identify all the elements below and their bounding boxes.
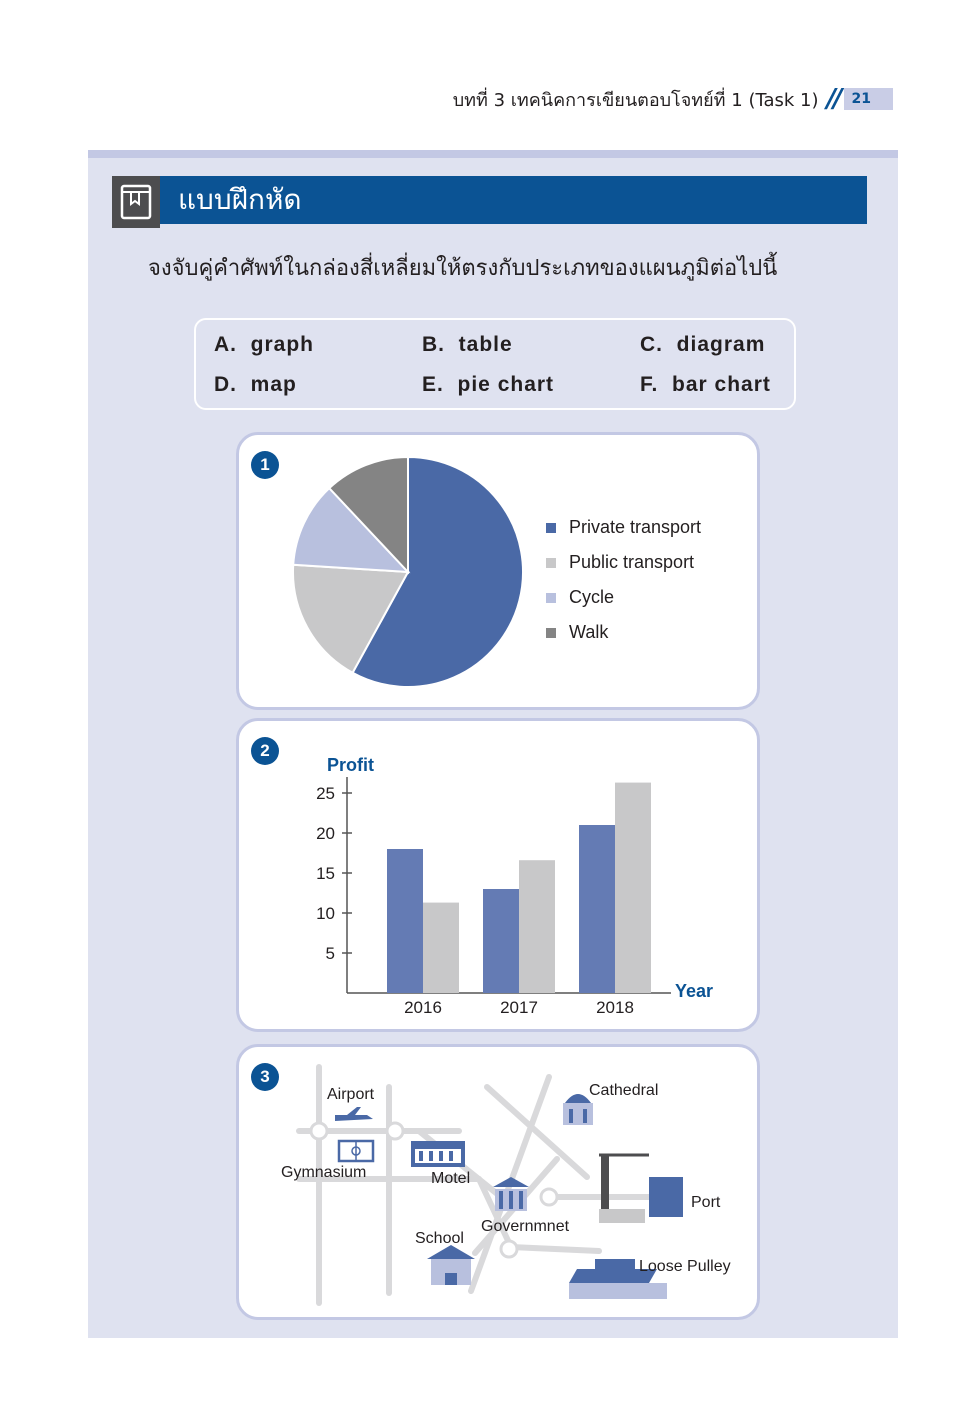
y-tick-label: 15 (316, 864, 335, 883)
choice-a: A. graph (214, 333, 315, 356)
x-tick-label: 2018 (596, 998, 634, 1017)
pie-chart-card (236, 432, 760, 710)
y-tick-label: 5 (325, 944, 335, 963)
chapter-title: บทที่ 3 เทคนิคการเขียนตอบโจทย์ที่ 1 (Task 1) (452, 89, 819, 111)
choice-d: D. map (214, 373, 297, 396)
legend-swatch (546, 593, 556, 603)
y-tick-label: 10 (316, 904, 335, 923)
legend-label: Private transport (569, 517, 702, 537)
choice-c: C. diagram (640, 333, 766, 356)
choice-b: B. table (422, 333, 513, 356)
government-building-icon (493, 1177, 529, 1211)
y-axis-label: Profit (327, 755, 374, 775)
bar-2018-series-1 (579, 825, 615, 993)
airplane-icon (335, 1107, 373, 1121)
map-label-gymnasium: Gymnasium (281, 1164, 367, 1181)
running-header (453, 84, 893, 114)
map-label-port: Port (691, 1194, 721, 1211)
legend-swatch (546, 523, 556, 533)
pie-chart (239, 435, 757, 707)
y-tick-label: 20 (316, 824, 335, 843)
x-axis-label: Year (675, 981, 714, 1001)
legend-label: Cycle (569, 587, 615, 607)
exercise-title: แบบฝึกหัด (160, 176, 867, 224)
bar-2016-series-1 (387, 849, 423, 993)
motel-icon (411, 1141, 465, 1167)
x-tick-label: 2017 (500, 998, 538, 1017)
map-label-loose-pulley: Loose Pulley (639, 1258, 731, 1275)
map-label-motel: Motel (431, 1170, 471, 1187)
bar-2017-series-2 (519, 860, 555, 993)
legend-label: Public transport (569, 552, 695, 572)
bar-2017-series-1 (483, 889, 519, 993)
number-badge-3: 3 (251, 1063, 279, 1091)
y-tick-label: 25 (316, 784, 335, 803)
city-map (239, 1047, 757, 1317)
map-label-government: Governmnet (481, 1218, 570, 1235)
map-label-airport: Airport (327, 1086, 375, 1103)
bar-2016-series-2 (423, 903, 459, 993)
notebook-icon (112, 176, 160, 228)
x-tick-label: 2016 (404, 998, 442, 1017)
header-slashes: // (826, 84, 840, 114)
legend-label: Walk (569, 622, 609, 642)
port-crane-icon (599, 1155, 683, 1223)
school-icon (427, 1245, 475, 1285)
number-badge-1: 1 (251, 451, 279, 479)
panel-top-border (88, 150, 898, 158)
page-number: 21 (844, 88, 893, 110)
bar-chart (239, 721, 757, 1029)
legend-swatch (546, 628, 556, 638)
choice-e: E. pie chart (422, 373, 555, 396)
bar-chart-card (236, 718, 760, 1032)
map-card (236, 1044, 760, 1320)
map-label-cathedral: Cathedral (589, 1082, 659, 1099)
stadium-icon (339, 1141, 373, 1161)
exercise-instruction: จงจับคู่คำศัพท์ในกล่องสี่เหลี่ยมให้ตรงกับประเภทของแผนภูมิต่อไปนี้ (148, 256, 778, 281)
map-label-school: School (415, 1230, 464, 1247)
number-badge-2: 2 (251, 737, 279, 765)
bar-2018-series-2 (615, 783, 651, 993)
choice-f: F. bar chart (640, 373, 771, 396)
choice-box (194, 318, 796, 410)
legend-swatch (546, 558, 556, 568)
